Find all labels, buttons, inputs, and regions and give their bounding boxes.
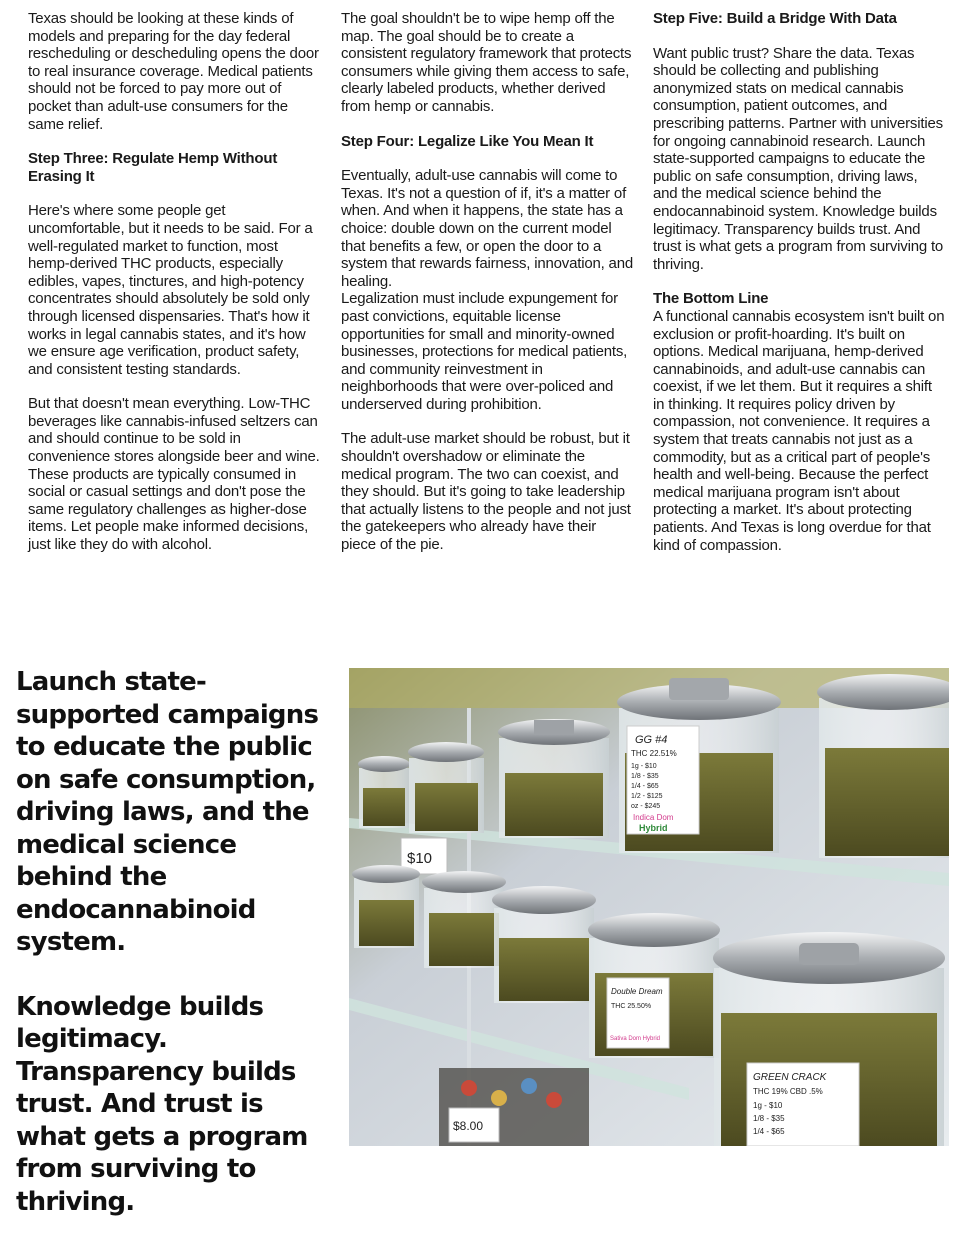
gg4-line-4: 1/2 - $125 bbox=[631, 793, 663, 800]
column2-paragraph-2: Eventually, adult-use cannabis will come to Texas. It's not a question of if, it's a matter of when. And when it happens, the state has a choice: double down on the current model that benefits a few, or open the door to a system that rewards fairness, innovation, and healing. bbox=[341, 167, 633, 290]
gg4-line-5: oz - $245 bbox=[631, 803, 661, 810]
green-crack-line-2: 1/8 - $35 bbox=[753, 1114, 785, 1123]
column1-paragraph-2: Here's where some people get uncomfortable, but it needs to be said. For a well-regulated market to function, most hemp-derived THC products, especially edibles, vapes, tinctures, and high-potency concentrates should absolutely be sold only through licensed dispensaries. That's how it works in legal cannabis states, and it's how we ensure age verification, product safety, and consistent testing standards. bbox=[28, 202, 313, 378]
gg4-line-2: 1/8 - $35 bbox=[631, 773, 659, 780]
column1-paragraph-3: But that doesn't mean everything. Low-THC beverages like cannabis-infused seltzers can and should continue to be sold in convenience stores alongside beer and wine. These products are typically consumed in social or casual settings and don't pose the same regulatory challenges as higher-dose items. Let people make informed decisions, just like they do with alcohol. bbox=[28, 395, 320, 554]
gg4-label bbox=[627, 726, 699, 834]
gg4-line-1: 1g - $10 bbox=[631, 763, 657, 770]
bottom-line-heading: The Bottom Line bbox=[653, 290, 769, 308]
column3-paragraph-2: A functional cannabis ecosystem isn't built on exclusion or profit-hoarding. It's built on options. Medical marijuana, hemp-derived cannabinoids, and adult-use cannabis can coexist, if we let them. But it requires a shift in thinking. It requires policy driven by compassion, not convenience. It requires a system that treats cannabis not just as a commodity, but as a critical part of people's health and well-being. Because the perfect medical marijuana program isn't about protecting a market. It's about protecting patients. And Texas is long overdue for that kind of compassion. bbox=[653, 307, 945, 554]
gg4-name: GG #4 bbox=[635, 734, 668, 746]
jar-lower-3 bbox=[492, 886, 596, 1003]
jar-large-right bbox=[817, 674, 949, 858]
step-five-heading: Step Five: Build a Bridge With Data bbox=[653, 10, 897, 27]
price-tag-8 bbox=[449, 1108, 499, 1142]
gg4-line-3: 1/4 - $65 bbox=[631, 783, 659, 790]
jar-lower-2 bbox=[422, 871, 506, 968]
dispensary-jars-photo bbox=[349, 668, 949, 1146]
pull-quote bbox=[16, 666, 338, 1250]
jar-lower-1 bbox=[352, 865, 420, 948]
jar-small-2 bbox=[408, 742, 484, 833]
double-dream-type: Sativa Dom Hybrid bbox=[610, 1036, 661, 1042]
step-four-heading: Step Four: Legalize Like You Mean It bbox=[341, 132, 594, 150]
column1-paragraph-1: Texas should be looking at these kinds of models and preparing for the day federal rescheduling or descheduling opens the door to real insurance coverage. Medical patients should not be forced to pay more out of pocket than adult-use consumers for the same relief. bbox=[28, 10, 319, 133]
column2-paragraph-3: Legalization must include expungement for past convictions, equitable license opportunities for small and minority-owned businesses, protections for medical patients, and community reinvestment in neighborhoods that were over-policed and underserved during prohibition. bbox=[341, 290, 628, 413]
pull-quote-paragraph-1: Launch state-supported campaigns to educate the public on safe consumption, driving laws, and the medical science behind the endocannabinoid system. bbox=[16, 667, 319, 957]
article-columns bbox=[28, 10, 944, 650]
green-crack-line-3: 1/4 - $65 bbox=[753, 1127, 785, 1136]
column2-paragraph-1: The goal shouldn't be to wipe hemp off the map. The goal should be to create a consistent regulatory framework that protects consumers while giving them access to safe, clearly labeled products, whether derived from hemp or cannabis. bbox=[341, 10, 632, 115]
green-crack-label bbox=[747, 1063, 859, 1146]
jar-medium-1 bbox=[498, 719, 610, 838]
column-2 bbox=[341, 10, 633, 571]
pull-quote-paragraph-2: Knowledge builds legitimacy. Transparency builds trust. And trust is what gets a program from surviving to thriving. bbox=[16, 991, 308, 1217]
step-three-heading: Step Three: Regulate Hemp Without Erasing It bbox=[28, 150, 278, 185]
green-crack-thc: THC 19% CBD .5% bbox=[753, 1087, 823, 1096]
double-dream-label bbox=[607, 978, 669, 1048]
gg4-thc: THC 22.51% bbox=[631, 749, 677, 758]
column-3 bbox=[653, 10, 945, 571]
green-crack-name: GREEN CRACK bbox=[753, 1072, 827, 1083]
double-dream-thc: THC 25.50% bbox=[611, 1003, 652, 1010]
column-1 bbox=[28, 10, 320, 571]
column3-paragraph-1: Want public trust? Share the data. Texas should be collecting and publishing anonymized stats on medical cannabis consumption, patient outcomes, and prescribing patterns. Partner with universities for ongoing cannabinoid research. Launch state-supported campaigns to educate the public on safe consumption, driving laws, and the medical science behind the endocannabinoid system. Knowledge builds legitimacy. Transparency builds trust. And trust is what gets a program from surviving to thriving. bbox=[653, 44, 944, 273]
gg4-type: Indica Dom bbox=[633, 813, 674, 822]
jar-small-1 bbox=[358, 756, 410, 828]
double-dream-name: Double Dream bbox=[611, 987, 663, 996]
price-tag-8-text: $8.00 bbox=[453, 1119, 484, 1133]
gg4-hybrid: Hybrid bbox=[639, 823, 668, 833]
column2-paragraph-4: The adult-use market should be robust, but it shouldn't overshadow or eliminate the medical program. The two can coexist, and they should. But it's going to take leadership that actually listens to the people and not just the gatekeepers who already have their piece of the pie. bbox=[341, 430, 631, 554]
price-tag-10-text: $10 bbox=[407, 850, 433, 867]
green-crack-line-1: 1g - $10 bbox=[753, 1101, 783, 1110]
